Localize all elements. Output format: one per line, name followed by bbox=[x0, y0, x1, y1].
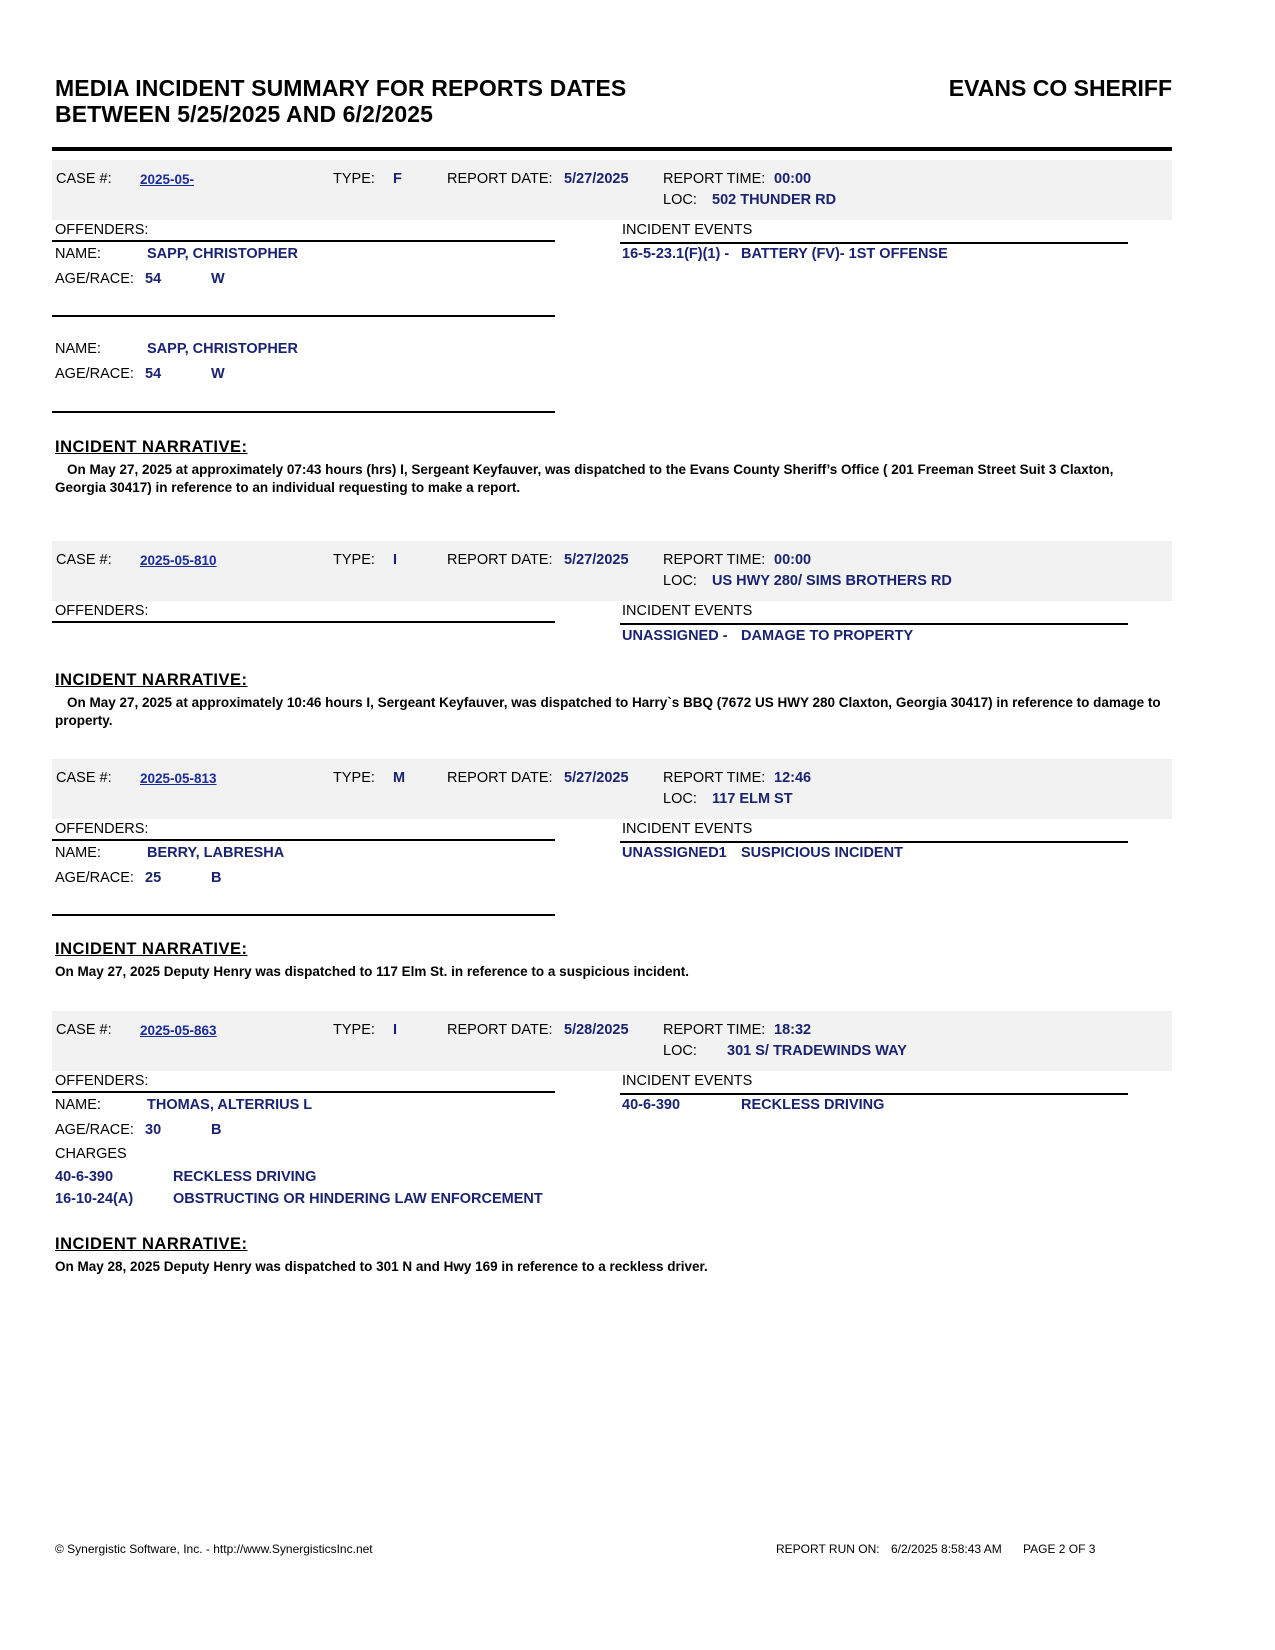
offenders-rule bbox=[52, 621, 555, 623]
report-time: 00:00 bbox=[774, 552, 812, 568]
incident-events-label: INCIDENT EVENTS bbox=[622, 222, 753, 238]
offender-race: B bbox=[211, 870, 222, 886]
report-time: 00:00 bbox=[774, 171, 812, 187]
event-code: 40-6-390 bbox=[622, 1097, 681, 1113]
report-time: 18:32 bbox=[774, 1022, 812, 1038]
offender-age: 30 bbox=[145, 1122, 162, 1138]
case-band bbox=[52, 541, 1172, 601]
offender-age: 54 bbox=[145, 366, 162, 382]
narrative-heading: INCIDENT NARRATIVE: bbox=[55, 438, 248, 456]
offender-separator bbox=[52, 411, 555, 413]
type-label: TYPE: bbox=[333, 1022, 375, 1038]
event-description: SUSPICIOUS INCIDENT bbox=[741, 845, 903, 861]
offenders-label: OFFENDERS: bbox=[55, 222, 149, 238]
case-label: CASE #: bbox=[56, 770, 112, 786]
name-label: NAME: bbox=[55, 845, 101, 861]
case-type: F bbox=[393, 171, 402, 187]
footer-copyright: © Synergistic Software, Inc. - http://www.SynergisticsInc.net bbox=[55, 1542, 373, 1556]
case-type: I bbox=[393, 552, 398, 568]
case-number-link[interactable]: 2025-05- bbox=[140, 172, 195, 187]
narrative-text: On May 28, 2025 Deputy Henry was dispatched to 301 N and Hwy 169 in reference to a reckless driver. bbox=[55, 1259, 708, 1274]
report-date-label: REPORT DATE: bbox=[447, 552, 553, 568]
narrative-text: On May 27, 2025 Deputy Henry was dispatched to 117 Elm St. in reference to a suspicious incident. bbox=[55, 964, 689, 979]
event-code: 16-5-23.1(F)(1) - bbox=[622, 246, 730, 262]
location: 301 S/ TRADEWINDS WAY bbox=[727, 1043, 907, 1059]
report-date-label: REPORT DATE: bbox=[447, 770, 553, 786]
report-date-label: REPORT DATE: bbox=[447, 1022, 553, 1038]
offender-separator bbox=[52, 914, 555, 916]
case-type: I bbox=[393, 1022, 398, 1038]
offenders-rule bbox=[52, 1091, 555, 1093]
report-time-label: REPORT TIME: bbox=[663, 770, 766, 786]
event-description: DAMAGE TO PROPERTY bbox=[741, 628, 914, 644]
location: US HWY 280/ SIMS BROTHERS RD bbox=[712, 573, 952, 589]
offender-age: 54 bbox=[145, 271, 162, 287]
report-date: 5/27/2025 bbox=[564, 770, 629, 786]
footer-page-number: PAGE 2 OF 3 bbox=[1023, 1542, 1096, 1556]
report-date-label: REPORT DATE: bbox=[447, 171, 553, 187]
name-label: NAME: bbox=[55, 341, 101, 357]
offender-name: BERRY, LABRESHA bbox=[147, 845, 285, 861]
case-number-link[interactable]: 2025-05-863 bbox=[140, 1023, 217, 1038]
incident-events-label: INCIDENT EVENTS bbox=[622, 603, 753, 619]
narrative-heading: INCIDENT NARRATIVE: bbox=[55, 1235, 248, 1253]
events-rule bbox=[620, 623, 1128, 625]
case-number-link[interactable]: 2025-05-813 bbox=[140, 771, 217, 786]
case-band bbox=[52, 759, 1172, 819]
location: 117 ELM ST bbox=[712, 791, 793, 807]
offender-separator bbox=[52, 315, 555, 317]
incident-events-label: INCIDENT EVENTS bbox=[622, 1073, 753, 1089]
narrative-text: On May 27, 2025 at approximately 07:43 hours (hrs) I, Sergeant Keyfauver, was dispatched to the Evans County Sheriff’s Office ( 201 Freeman Street Suit 3 Claxton, Georgia 30417) in reference to an individual requesting to make a report. bbox=[55, 462, 1114, 495]
case-type: M bbox=[393, 770, 406, 786]
case-label: CASE #: bbox=[56, 552, 112, 568]
type-label: TYPE: bbox=[333, 770, 375, 786]
name-label: NAME: bbox=[55, 1097, 101, 1113]
case-number-link[interactable]: 2025-05-810 bbox=[140, 553, 217, 568]
report-title-line2: BETWEEN 5/25/2025 AND 6/2/2025 bbox=[55, 101, 433, 127]
event-description: BATTERY (FV)- 1ST OFFENSE bbox=[741, 246, 948, 262]
events-rule bbox=[620, 1093, 1128, 1095]
name-label: NAME: bbox=[55, 246, 101, 262]
charge-code: 16-10-24(A) bbox=[55, 1191, 134, 1207]
incident-events-label: INCIDENT EVENTS bbox=[622, 821, 753, 837]
age-race-label: AGE/RACE: bbox=[55, 1122, 134, 1138]
agency-name: EVANS CO SHERIFF bbox=[948, 75, 1172, 101]
report-time: 12:46 bbox=[774, 770, 812, 786]
report-time-label: REPORT TIME: bbox=[663, 552, 766, 568]
narrative-heading: INCIDENT NARRATIVE: bbox=[55, 671, 248, 689]
age-race-label: AGE/RACE: bbox=[55, 366, 134, 382]
case-band bbox=[52, 160, 1172, 220]
event-code: UNASSIGNED - bbox=[622, 628, 728, 644]
narrative-heading: INCIDENT NARRATIVE: bbox=[55, 940, 248, 958]
case-label: CASE #: bbox=[56, 171, 112, 187]
charge-code: 40-6-390 bbox=[55, 1169, 114, 1185]
events-rule bbox=[620, 242, 1128, 244]
report-date: 5/28/2025 bbox=[564, 1022, 629, 1038]
type-label: TYPE: bbox=[333, 552, 375, 568]
offenders-label: OFFENDERS: bbox=[55, 1073, 149, 1089]
loc-label: LOC: bbox=[663, 192, 697, 208]
charges-label: CHARGES bbox=[55, 1146, 127, 1162]
event-description: RECKLESS DRIVING bbox=[741, 1097, 885, 1113]
events-rule bbox=[620, 841, 1128, 843]
case-label: CASE #: bbox=[56, 1022, 112, 1038]
age-race-label: AGE/RACE: bbox=[55, 271, 134, 287]
offender-age: 25 bbox=[145, 870, 162, 886]
offenders-rule bbox=[52, 240, 555, 242]
charge-description: RECKLESS DRIVING bbox=[173, 1169, 317, 1185]
footer-run-on-label: REPORT RUN ON: bbox=[776, 1542, 880, 1556]
loc-label: LOC: bbox=[663, 791, 697, 807]
event-code: UNASSIGNED1 bbox=[622, 845, 727, 861]
offender-race: W bbox=[211, 271, 225, 287]
offenders-label: OFFENDERS: bbox=[55, 821, 149, 837]
loc-label: LOC: bbox=[663, 573, 697, 589]
offenders-label: OFFENDERS: bbox=[55, 603, 149, 619]
offender-race: B bbox=[211, 1122, 222, 1138]
report-time-label: REPORT TIME: bbox=[663, 1022, 766, 1038]
loc-label: LOC: bbox=[663, 1043, 697, 1059]
footer-run-on: 6/2/2025 8:58:43 AM bbox=[891, 1542, 1002, 1556]
charge-description: OBSTRUCTING OR HINDERING LAW ENFORCEMENT bbox=[173, 1191, 543, 1207]
report-title-line1: MEDIA INCIDENT SUMMARY FOR REPORTS DATES bbox=[55, 75, 627, 101]
report-date: 5/27/2025 bbox=[564, 552, 629, 568]
location: 502 THUNDER RD bbox=[712, 192, 837, 208]
report-time-label: REPORT TIME: bbox=[663, 171, 766, 187]
offender-race: W bbox=[211, 366, 225, 382]
offender-name: THOMAS, ALTERRIUS L bbox=[147, 1097, 313, 1113]
narrative-text: On May 27, 2025 at approximately 10:46 hours I, Sergeant Keyfauver, was dispatched to Harry`s BBQ (7672 US HWY 280 Claxton, Georgia 30417) in reference to damage to property. bbox=[55, 695, 1161, 728]
type-label: TYPE: bbox=[333, 171, 375, 187]
offender-name: SAPP, CHRISTOPHER bbox=[147, 341, 298, 357]
age-race-label: AGE/RACE: bbox=[55, 870, 134, 886]
offender-name: SAPP, CHRISTOPHER bbox=[147, 246, 298, 262]
header-divider bbox=[52, 147, 1172, 151]
report-date: 5/27/2025 bbox=[564, 171, 629, 187]
offenders-rule bbox=[52, 839, 555, 841]
case-band bbox=[52, 1011, 1172, 1071]
